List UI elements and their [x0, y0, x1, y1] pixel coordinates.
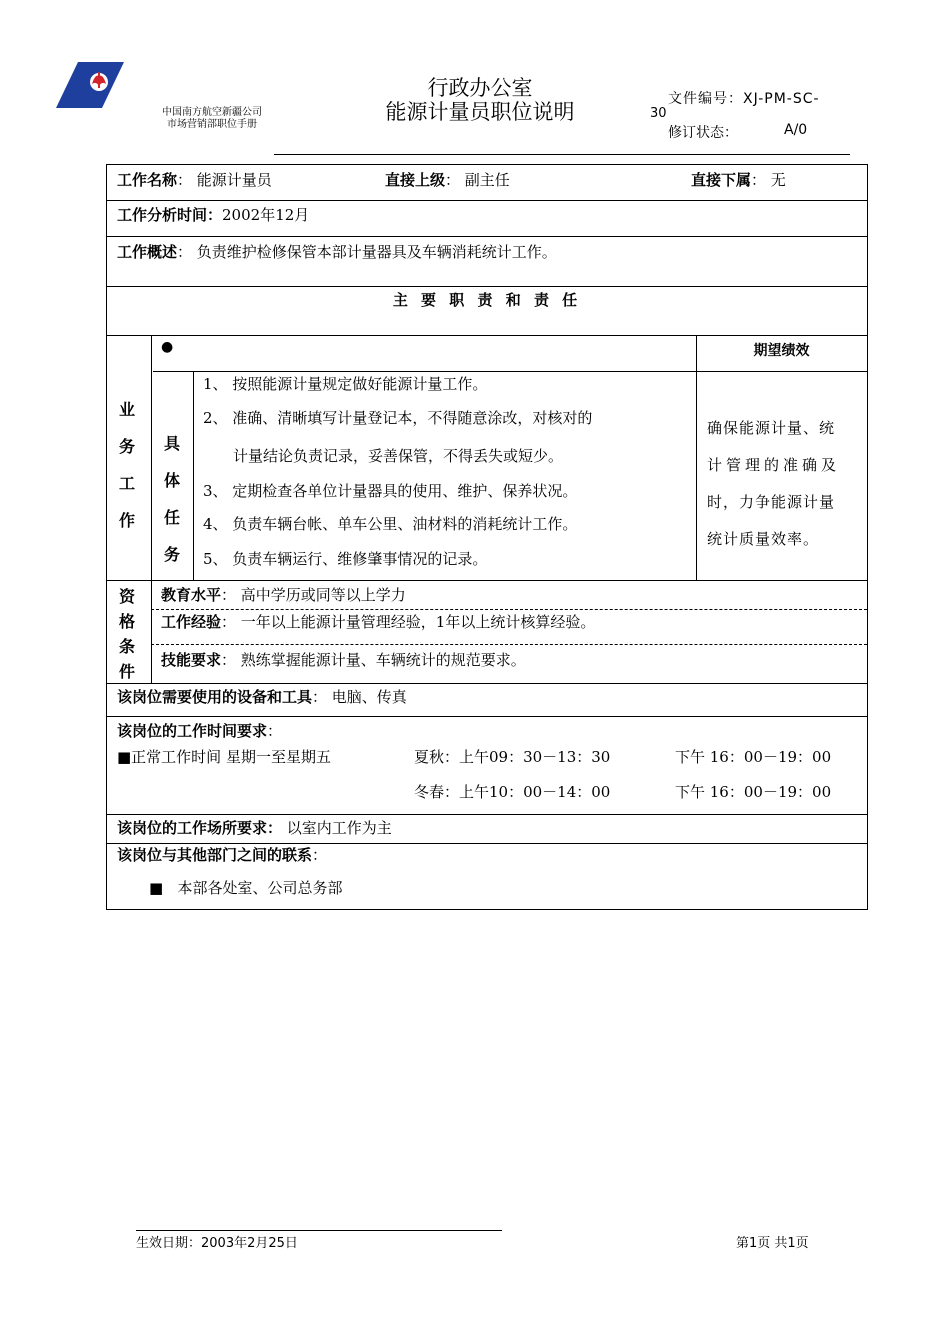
analysis-time-value: 2002年12月	[222, 206, 310, 224]
label-char: 务	[118, 437, 135, 456]
expected-performance-line: 确保能源计量、统	[707, 419, 836, 437]
skill-value: 熟练掌握能源计量、车辆统计的规范要求。	[240, 651, 526, 669]
expected-performance-line: 统计质量效率。	[707, 530, 820, 548]
task-item: 5、 负责车辆运行、维修肇事情况的记录。	[203, 550, 488, 568]
expected-performance-line: 时，力争能源计量	[707, 493, 836, 511]
job-title-row: 工作名称： 能源计量员	[117, 171, 272, 189]
revision-value: A/0	[784, 122, 808, 138]
label-char: 体	[163, 471, 180, 490]
task-item: 计量结论负责记录，妥善保管，不得丢失或短少。	[233, 447, 564, 465]
row-divider	[107, 236, 867, 237]
analysis-time-label: 工作分析时间：	[117, 206, 223, 224]
label-char: 格	[118, 612, 135, 631]
equipment-value: 电脑、传真	[331, 688, 407, 706]
job-name-label: 工作名称	[117, 171, 178, 189]
education-label: 教育水平	[161, 586, 222, 604]
work-time-prefix: ■正常工作时间 星期一至星期五	[117, 748, 331, 766]
dashed-divider	[151, 644, 867, 645]
specific-tasks-label	[162, 431, 182, 579]
column-divider	[193, 371, 194, 580]
skill-label: 技能要求	[161, 651, 222, 669]
label-char: 作	[118, 511, 135, 530]
business-work-label	[117, 397, 137, 545]
overview-label: 工作概述	[117, 243, 178, 261]
effective-date: 生效日期：2003年2月25日	[136, 1236, 298, 1251]
work-time-label: 该岗位的工作时间要求	[117, 722, 268, 740]
row-divider	[107, 200, 867, 201]
bullet-icon: ●	[161, 339, 174, 355]
row-divider	[107, 683, 867, 684]
label-char: 任	[163, 508, 180, 527]
superior-cell: 直接上级： 副主任	[385, 171, 510, 189]
page-number: 第1页 共1页	[736, 1236, 809, 1251]
subordinate-label: 直接下属	[691, 171, 752, 189]
relations-value: 本部各处室、公司总务部	[177, 879, 343, 897]
workplace-value: 以室内工作为主	[286, 819, 392, 837]
footer-divider	[136, 1230, 502, 1231]
workplace-label: 该岗位的工作场所要求：	[117, 819, 283, 837]
subordinate-cell: 直接下属： 无	[691, 171, 786, 189]
experience-label: 工作经验	[161, 613, 222, 631]
label-char: 务	[163, 545, 180, 564]
experience-row: 工作经验： 一年以上能源计量管理经验，1年以上统计核算经验。	[161, 613, 596, 631]
work-time-winter: 冬春：上午10：00－14：00	[414, 783, 611, 801]
job-name-value: 能源计量员	[196, 171, 272, 189]
education-value: 高中学历或同等以上学力	[240, 586, 406, 604]
experience-value: 一年以上能源计量管理经验，1年以上统计核算经验。	[240, 613, 596, 631]
label-char: 具	[163, 434, 180, 453]
duties-section-title: 主 要 职 责 和 责 任	[392, 291, 582, 309]
equipment-row: 该岗位需要使用的设备和工具： 电脑、传真	[117, 688, 407, 706]
work-time-winter-pm: 下午 16：00－19：00	[675, 783, 832, 801]
square-bullet-icon: ■	[149, 879, 164, 897]
column-divider	[696, 335, 697, 580]
row-divider	[107, 814, 867, 815]
analysis-time-row	[117, 205, 309, 225]
column-divider	[151, 335, 152, 683]
label-char: 资	[118, 587, 135, 606]
task-item: 4、 负责车辆台帐、单车公里、油材料的消耗统计工作。	[203, 515, 578, 533]
relations-label: 该岗位与其他部门之间的联系	[117, 846, 313, 864]
work-time-summer-pm: 下午 16：00－19：00	[675, 748, 832, 766]
work-time-label-row: 该岗位的工作时间要求：	[117, 722, 283, 740]
label-char: 工	[118, 474, 135, 493]
education-row: 教育水平： 高中学历或同等以上学力	[161, 586, 406, 604]
expected-performance-header: 期望绩效	[753, 343, 810, 359]
task-item: 3、 定期检查各单位计量器具的使用、维护、保养状况。	[203, 482, 578, 500]
company-line2: 市场营销部职位手册	[167, 119, 257, 130]
expected-performance-line: 计管理的准确及	[707, 456, 841, 474]
label-char: 条	[118, 637, 135, 656]
superior-value: 副主任	[464, 171, 510, 189]
overview-value: 负责维护检修保管本部计量器具及车辆消耗统计工作。	[196, 243, 557, 261]
title-position: 能源计量员职位说明	[385, 100, 575, 124]
document-number-cont: 30	[650, 106, 667, 121]
task-item: 2、 准确、清晰填写计量登记本，不得随意涂改，对核对的	[203, 409, 593, 427]
label-char: 件	[118, 662, 135, 681]
header-divider	[274, 154, 850, 155]
qualifications-label	[117, 584, 137, 684]
dashed-divider	[151, 609, 867, 610]
revision-label: 修订状态：	[668, 125, 738, 141]
row-divider	[107, 580, 867, 581]
label-char: 业	[118, 400, 135, 419]
overview-row: 工作概述： 负责维护检修保管本部计量器具及车辆消耗统计工作。	[117, 243, 557, 261]
workplace-row	[117, 818, 392, 838]
subordinate-value: 无	[770, 171, 786, 189]
row-divider	[107, 843, 867, 844]
company-name	[162, 107, 262, 131]
relations-label-row: 该岗位与其他部门之间的联系：	[117, 846, 328, 864]
relations-item	[149, 878, 343, 898]
job-description-table	[106, 164, 868, 910]
work-time-summer: 夏秋：上午09：30－13：30	[414, 748, 611, 766]
row-divider	[107, 286, 867, 287]
task-item: 1、 按照能源计量规定做好能源计量工作。	[203, 375, 488, 393]
superior-label: 直接上级	[385, 171, 446, 189]
skill-row: 技能要求： 熟练掌握能源计量、车辆统计的规范要求。	[161, 651, 526, 669]
equipment-label: 该岗位需要使用的设备和工具	[117, 688, 313, 706]
row-divider	[107, 716, 867, 717]
document-number: 文件编号：XJ-PM-SC-	[668, 91, 820, 107]
company-line1: 中国南方航空新疆公司	[162, 107, 262, 118]
row-divider	[153, 371, 867, 372]
row-divider	[107, 335, 867, 336]
airline-logo	[56, 62, 124, 108]
title-department: 行政办公室	[427, 76, 533, 100]
